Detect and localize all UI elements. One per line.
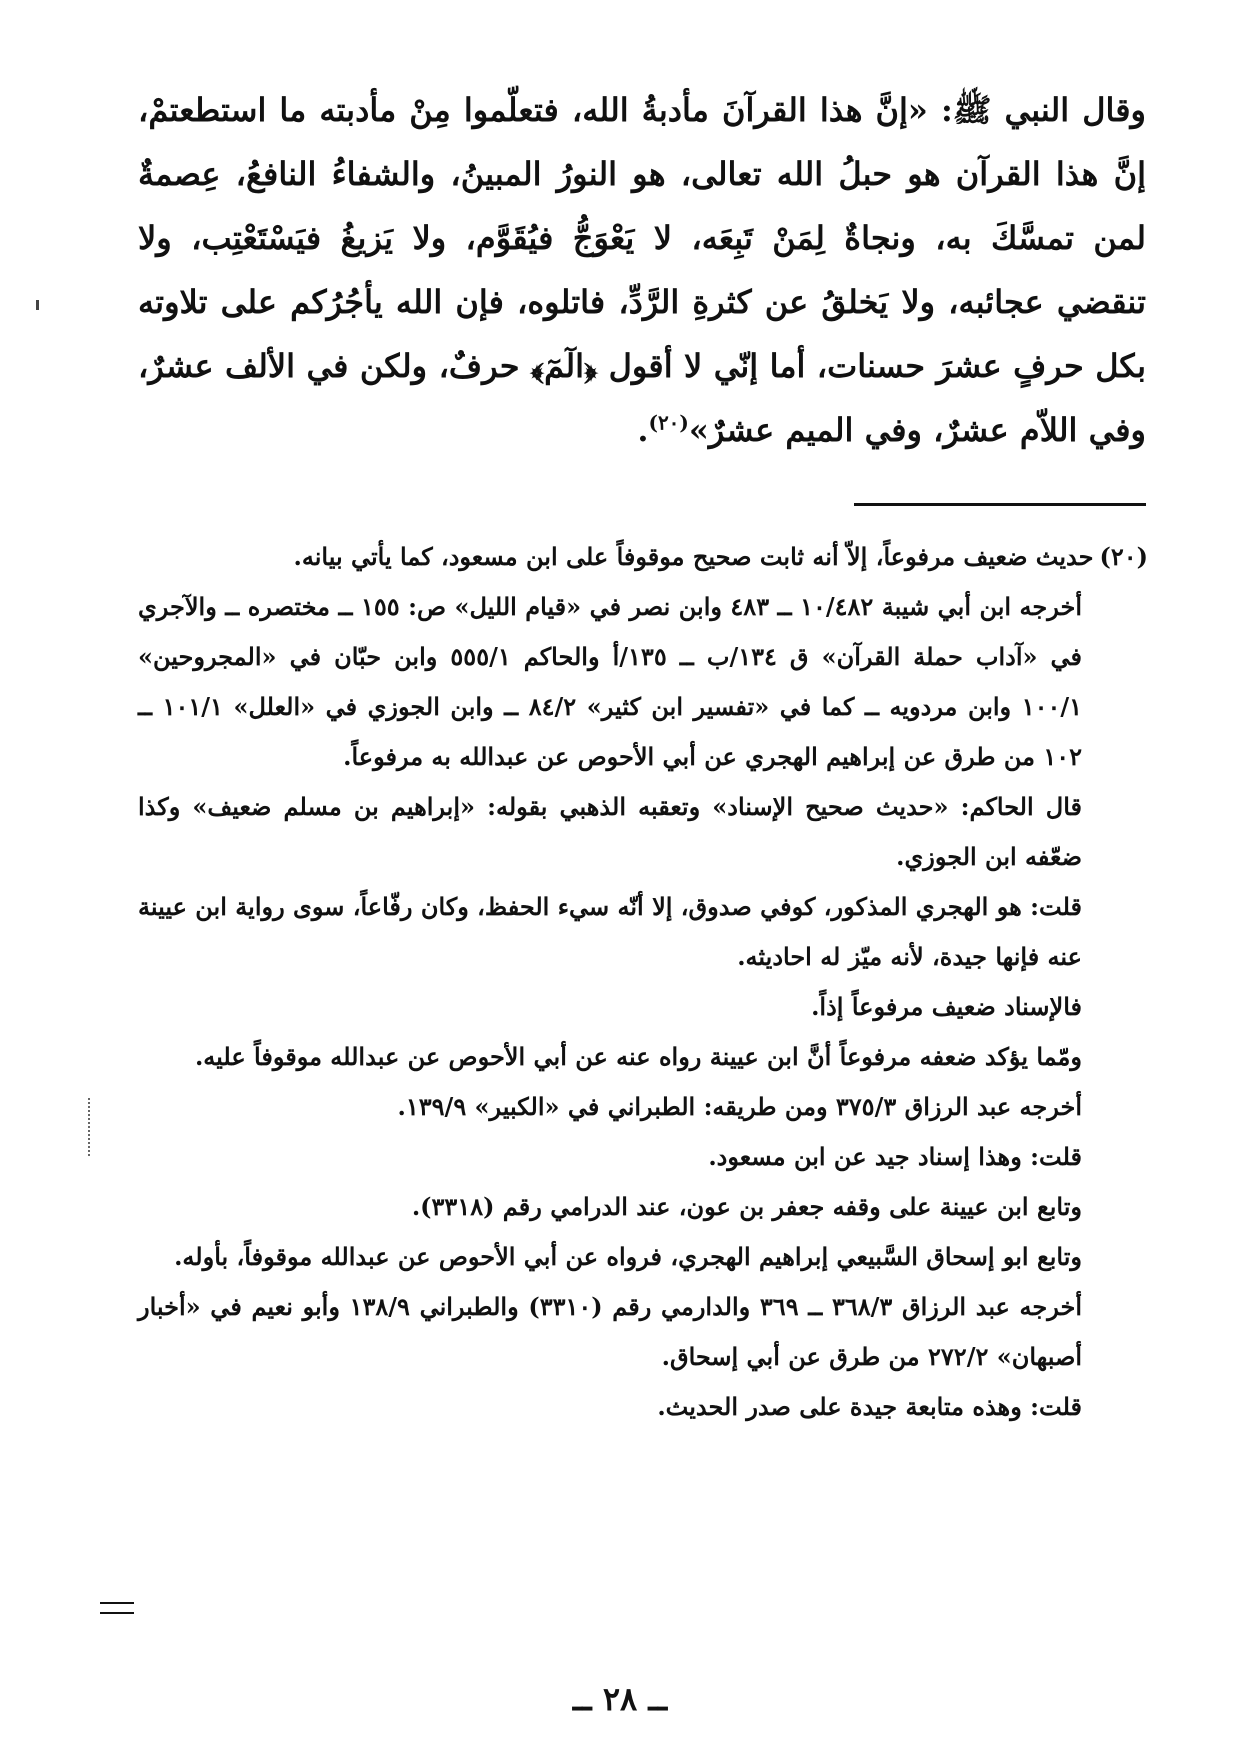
footnote-line-12: قلت: وهذه متابعة جيدة على صدر الحديث.: [657, 1392, 1082, 1421]
footnote-number: (٢٠): [1099, 542, 1148, 571]
main-paragraph: وقال النبي ﷺ: «إنَّ هذا القرآنَ مأدبةُ الله، فتعلّموا مِنْ مأدبته ما استطعتمْ، إنَّ هذا القرآن هو حبلُ الله تعالى، هو النورُ المبينُ، والشفاءُ النافعُ، عِصمةٌ لمن تمسَّكَ به، ونجاةٌ لِمَنْ تَبِعَه، لا يَعْوَجُّ فيُقَوَّم، ولا يَزيغُ فيَسْتَعْتِب، ولا تنقضي عجائبه، ولا يَخلقُ عن كثرةِ الرَّدِّ، فاتلوه، فإن الله يأجُرُكم على تلاوته بكل حرفٍ عشرَ حسنات، أما إنّي لا أقول ﴿الٓمٓ﴾ حرفٌ، ولكن في الألف عشرٌ، وفي اللاّم عشرٌ، وفي الميم عشرٌ»$^{(٢٠)}$.: [138, 91, 1147, 449]
footnote-reference: (٢٠): [648, 410, 689, 435]
scan-mark-dotted: [88, 1098, 92, 1156]
footnote-line-5: فالإسناد ضعيف مرفوعاً إذاً.: [811, 992, 1082, 1021]
scan-mark: [36, 300, 39, 310]
footnote-line-4: قلت: هو الهجري المذكور، كوفي صدوق، إلا أنّه سيء الحفظ، وكان رفّاعاً، سوى رواية ابن عيينة عنه فإنها جيدة، لأنه ميّز له احاديثه.: [138, 892, 1082, 971]
footnote-line-2: أخرجه ابن أبي شيبة ١٠/٤٨٢ ــ ٤٨٣ وابن نصر في «قيام الليل» ص: ١٥٥ ــ مختصره ــ والآجري في «آداب حملة القرآن» ق ١٣٤/ب ــ ١٣٥/أ والحاكم ٥٥٥/١ وابن حبّان في «المجروحين» ١٠٠/١ وابن مردويه ــ كما في «تفسير ابن كثير» ٨٤/٢ ــ وابن الجوزي في «العلل» ١٠١/١ ــ ١٠٢ من طرق عن إبراهيم الهجري عن أبي الأحوص عن عبدالله به مرفوعاً.: [138, 592, 1083, 771]
footnote-line-10: وتابع ابو إسحاق السَّبيعي إبراهيم الهجري، فرواه عن أبي الأحوص عن عبدالله موقوفاً، بأوله.: [174, 1242, 1082, 1271]
footnote-line-8: قلت: وهذا إسناد جيد عن ابن مسعود.: [708, 1142, 1082, 1171]
footnote-line-11: أخرجه عبد الرزاق ٣٦٨/٣ ــ ٣٦٩ والدارمي رقم (٣٣١٠) والطبراني ١٣٨/٩ وأبو نعيم في «أخبار أصبهان» ٢٧٢/٢ من طرق عن أبي إسحاق.: [138, 1292, 1082, 1371]
footnote-line-6: ومّما يؤكد ضعفه مرفوعاً أنَّ ابن عيينة رواه عنه عن أبي الأحوص عن عبدالله موقوفاً عليه.: [194, 1042, 1082, 1071]
footnote-line-7: أخرجه عبد الرزاق ٣٧٥/٣ ومن طريقه: الطبراني في «الكبير» ١٣٩/٩.: [397, 1092, 1082, 1121]
page-number: ــ ٢٨ ــ: [572, 1680, 668, 1718]
footnote-line-3: قال الحاكم: «حديث صحيح الإسناد» وتعقبه الذهبي بقوله: «إبراهيم بن مسلم ضعيف» وكذا ضعّفه ابن الجوزي.: [138, 792, 1082, 871]
footnote-line-9: وتابع ابن عيينة على وقفه جعفر بن عون، عند الدرامي رقم (٣٣١٨).: [411, 1192, 1082, 1221]
footnotes-section: [138, 532, 1148, 1432]
footnote-divider: [854, 503, 1146, 506]
main-paragraph-text: وقال النبي ﷺ: «إنَّ هذا القرآنَ مأدبةُ الله، فتعلّموا مِنْ مأدبته ما استطعتمْ، إنَّ هذا القرآن هو حبلُ الله تعالى، هو النورُ المبينُ، والشفاءُ النافعُ، عِصمةٌ لمن تمسَّكَ به، ونجاةٌ لِمَنْ تَبِعَه، لا يَعْوَجُّ فيُقَوَّم، ولا يَزيغُ فيَسْتَعْتِب، ولا تنقضي عجائبه، ولا يَخلقُ عن كثرةِ الرَّدِّ، فاتلوه، فإن الله يأجُرُكم على تلاوته بكل حرفٍ عشرَ حسنات، أما إنّي لا أقول ﴿الٓمٓ﴾ حرفٌ، ولكن في الألف عشرٌ، وفي اللاّم عشرٌ، وفي الميم عشرٌ»: [138, 91, 1147, 449]
main-text: [138, 78, 1146, 462]
footnote-line-1: (٢٠)حديث ضعيف مرفوعاً، إلاّ أنه ثابت صحيح موقوفاً على ابن مسعود، كما يأتي بيانه.: [293, 542, 1148, 571]
margin-mark: [100, 1602, 134, 1614]
